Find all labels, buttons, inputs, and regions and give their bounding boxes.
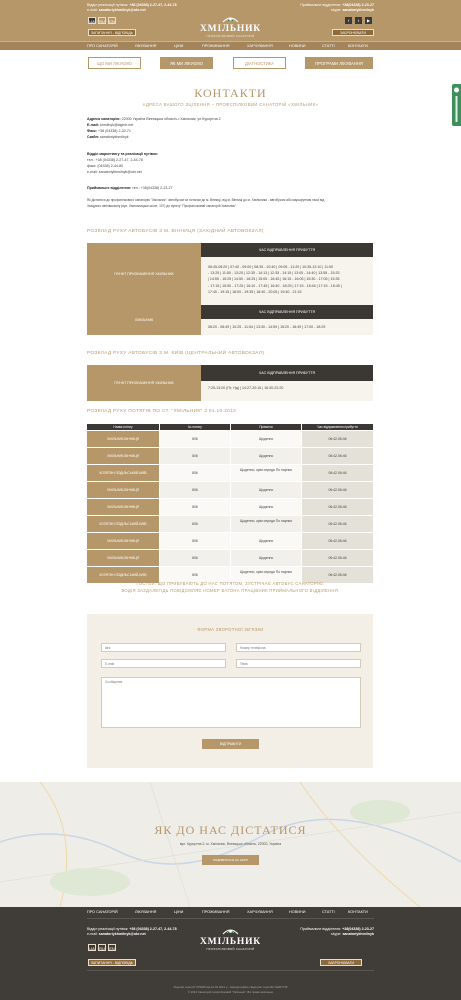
footer-lang-ua[interactable]: UA [89, 946, 95, 951]
footer-nav-contacts[interactable]: КОНТАКТИ [348, 910, 368, 914]
bus-vinnytsia-times: 06:45-08:20 | 07:40 - 09:00 | 08:35 - 10:40 | 09:05 - 11:20 | 10:35-12:10 | 11:50 - 13:25 | 11:50 - 13:25 | 12:35 - 14:13 | 12:35 - 14:15 | 13:05 - 14:40 | 13:55 - 15:33 | 14:55 - 15:25 | 14:50 - 16:25 | 15:05 - 16:45 | 16:15 - 16:05 | 15:30 - 17:05 | 15:35 - 17:15 | 15:50 - 17:25 | 16:10 - 17:45 | 16:40 - 18:25 | 17:15 - 18:45 | 17:15 - 18:45 | 17:40 - 19:15 | 18:00 - 19:35 | 18:40 - 20:05 | 19:40 - 21:15 [208, 265, 342, 294]
table-row [87, 465, 373, 482]
footer-nav-food[interactable]: ХАРЧУВАННЯ [247, 910, 273, 914]
table-row [87, 533, 373, 550]
address-line: Адреса санаторію: 22000 Україна Вінницька область г.Хмільник, ул.Курортна 2 [87, 117, 221, 121]
logo-subtitle: ПРОФСПІЛКОВИЙ САНАТОРІЙ [206, 34, 255, 38]
footer-logo-subtitle: ПРОФСПІЛКОВИЙ САНАТОРІЙ [206, 947, 255, 951]
header-sales-phone[interactable]: +38 (04338) 2-27-47, 2-44-78 [129, 3, 177, 7]
message-field[interactable]: Сообщение [101, 677, 361, 728]
train-note-cell: Щоденно, крім середи По парних [231, 567, 301, 583]
train-number-cell: 806 [160, 482, 230, 498]
train-time-cell: 06:42-06:46 [302, 567, 373, 583]
map-title: ЯК ДО НАС ДІСТАТИСЯ [154, 823, 307, 837]
table-row [87, 550, 373, 567]
footer-lang-ru[interactable]: RU [99, 946, 105, 951]
footer-skype-line: skype: sanatoriykhmilnyk [331, 932, 374, 936]
subject-field[interactable]: Тема [236, 659, 361, 668]
tab-diagnostics[interactable]: ДІАГНОСТИКА [233, 57, 286, 69]
contact-email-link[interactable]: khmilnyk@bigmir.net [99, 123, 134, 127]
table-row [87, 482, 373, 499]
footer-email-line: e-mail: sanatoriykhmilnyk@ukr.net [87, 932, 146, 936]
nav-item-food[interactable]: ХАРЧУВАННЯ [247, 44, 273, 48]
train-name-cell: ХМІЛЬНИК-ВІННИЦЯ [87, 482, 159, 498]
train-time-cell: 06:42-06:46 [302, 550, 373, 566]
header-skype-line: skype: sanatoriykhmilnyk [331, 8, 374, 12]
twitter-icon[interactable]: t [355, 17, 362, 24]
logo-text[interactable]: ХМІЛЬНИК [200, 24, 261, 34]
train-name-cell: ХМІЛЬНИК-ВІННИЦЯ [87, 499, 159, 515]
train-time-cell: 06:42-06:46 [302, 431, 373, 447]
footer-lang-en[interactable]: EN [109, 946, 115, 951]
train-time-cell: 06:42-06:46 [302, 482, 373, 498]
directions-text-1: Як дістатися до профспілкового санаторію "Хмільник": автобусом чи потягом до м. Вінниці, від м. Вінниці до м. Хмільника - автобусом або маршрутним таксі від [87, 198, 325, 202]
train-note-cell: Щоденно [231, 482, 301, 498]
reserve-button[interactable]: ЗАБРОНЮВАТИ [332, 29, 374, 36]
train-name-cell: ХМІЛЬНИК-ВІННИЦЯ [87, 448, 159, 464]
train-time-cell: 06:42-06:46 [302, 499, 373, 515]
train-name-cell: ХМІЛЬНИК-ВІННИЦЯ [87, 533, 159, 549]
view-on-map-button[interactable]: ПОДИВИТИСЯ НА КАРТІ [202, 855, 259, 865]
tab-how-we-treat[interactable]: ЯК МИ ЛІКУЄМО [160, 57, 213, 69]
train-note-cell: Щоденно [231, 431, 301, 447]
train-number-cell: 806 [160, 465, 230, 481]
bus-kyiv-dest-cell: ПУНКТ ПРИЗНАЧЕННЯ ХМІЛЬНИК [87, 365, 201, 401]
train-name-cell: КОЗЯТИН-ПОДІЛЬСЬКИЙ-КИЇВ [87, 567, 159, 583]
footer-sales-line: Відділ реалізації путівок: +38 (04338) 2-27-47, 2-44-78 [87, 927, 177, 931]
train-note-cell: Щоденно [231, 533, 301, 549]
header-email-line: e-mail: sanatoriykhmilnyk@ukr.net [87, 8, 146, 12]
bus-vinnytsia-header: ЧАС ВІДПРАВЛЕННЯ ПРИБУТТЯ [201, 243, 373, 257]
sales-email: e-mail: sanatoriykhmilnyk@ukr.net [87, 170, 142, 174]
footer-divider [87, 918, 374, 919]
notice-line-1: ГОСТЕЙ, ЩО ПРИБУВАЮТЬ ДО НАС ПОТЯГОМ, ЗУСТРІЧАЄ АВТОБУС САНАТОРІЮ. [136, 581, 325, 586]
train-time-cell: 06:42-06:46 [302, 448, 373, 464]
nav-item-news[interactable]: НОВИНИ [289, 44, 306, 48]
sales-title: Відділ маркетингу та реалізації путівок: [87, 152, 159, 156]
bus-vinnytsia-header-2: ЧАС ВІДПРАВЛЕННЯ ПРИБУТТЯ [201, 305, 373, 319]
facebook-icon[interactable]: f [345, 17, 352, 24]
footer-nav-prices[interactable]: ЦІНИ [174, 910, 184, 914]
train-col-note: Примітка [231, 424, 301, 430]
train-name-cell: ХМІЛЬНИК-ВІННИЦЯ [87, 550, 159, 566]
directions-text-2: Західного автовокзалу (вул. Хмельницьке шосе, 107) до пункту "Профспілковий санаторій Хмільник". [87, 204, 237, 208]
table-row [87, 516, 373, 533]
main-nav [0, 41, 461, 50]
reception-line: Приймальне відділення: тел.: +38(04338) 2-23-27 [87, 186, 173, 190]
notice-line-2: ВОДІЯ ЗАЗДАЛЕГІДЬ ПОВІДОМЛЯЄ НОМЕР ВАГОНА ПРАЦІВНИК ПРИЙМАЛЬНОГО ВІДДІЛЕННЯ. [121, 588, 340, 593]
bus-vinnytsia-times-2: 08:20 - 08:49 | 10:25 - 11:54 | 13:30 - 14:59 | 15:20 - 16:49 | 17:00 - 18:29 [208, 325, 326, 329]
nav-item-treatment[interactable]: ЛІКУВАННЯ [135, 44, 157, 48]
bus-kyiv-header: ЧАС ВІДПРАВЛЕННЯ ПРИБУТТЯ [201, 365, 373, 381]
train-col-name: Назва потягу [87, 424, 159, 430]
header-reception-line: Приймальне відділення: +38(04338) 2-23-27 [300, 3, 374, 7]
train-name-cell: ХМІЛЬНИК-ВІННИЦЯ [87, 431, 159, 447]
train-name-cell: КОЗЯТИН-ПОДІЛЬСЬКИЙ-КИЇВ [87, 465, 159, 481]
train-note-cell: Щоденно [231, 550, 301, 566]
footer-reception-line: Приймальне відділення: +38(04338) 2-23-27 [300, 927, 374, 931]
footer-nav-articles[interactable]: СТАТТІ [322, 910, 335, 914]
train-number-cell: 806 [160, 550, 230, 566]
train-number-cell: 806 [160, 516, 230, 532]
bus-vinnytsia-title: РОЗКЛАД РУХУ АВТОБУСІВ З М. ВІННИЦЯ (ЗАХІДНИЙ АВТОВОКЗАЛ) [87, 229, 264, 234]
footer-license: Ліцензія серія АГ 579096 від 10.02.2012 р., Акредитаційне свідоцтво серія ЯН №007735 [173, 985, 288, 989]
sales-tel: тел.: +38 (04338) 2-27-47, 2-44-78 [87, 158, 143, 162]
trains-title: РОЗКЛАД РУХУ ПОТЯГІВ ПО СТ. "ХМІЛЬНИК" З 01.10.2013 [87, 409, 236, 414]
train-note-cell: Щоденно, крім середи По парних [231, 516, 301, 532]
bus-kyiv-times: 7:25-13:20 (Пт, Нд) | 14:27-20:16 | 16:30-22:20 [208, 386, 284, 390]
train-note-cell: Щоденно [231, 448, 301, 464]
bus-vinnytsia-dest-cell-2: ХМІЛЬНИК [87, 305, 201, 335]
nav-item-prices[interactable]: ЦІНИ [174, 44, 184, 48]
fax-line: Факс: +38 (04338) 2-32-71 [87, 129, 131, 133]
tab-treatment-programs[interactable]: ПРОГРАМИ ЛІКУВАННЯ [305, 57, 373, 69]
phone-field[interactable]: Номер телефона [236, 643, 361, 652]
train-time-cell: 06:42-06:46 [302, 533, 373, 549]
lang-ru[interactable]: RU [99, 19, 105, 24]
train-time-cell: 06:42-06:46 [302, 465, 373, 481]
train-number-cell: 806 [160, 533, 230, 549]
question-answer-button[interactable]: ЗАПИТАННЯ - ВІДПОВІДЬ [88, 29, 136, 36]
train-col-number: № потягу [160, 424, 230, 430]
email-field[interactable]: E-mail [101, 659, 226, 668]
page-title: КОНТАКТИ [194, 86, 267, 100]
footer-nav-news[interactable]: НОВИНИ [289, 910, 306, 914]
table-row [87, 431, 373, 448]
train-name-cell: КОЗЯТИН-ПОДІЛЬСЬКИЙ-КИЇВ [87, 516, 159, 532]
nav-item-accommodation[interactable]: ПРОЖИВАННЯ [202, 44, 230, 48]
tab-what-we-treat[interactable]: ЩО МИ ЛІКУЄМО [88, 57, 141, 69]
footer-question-answer-button[interactable]: ЗАПИТАННЯ - ВІДПОВІДЬ [88, 959, 136, 966]
header-reception-phone[interactable]: +38(04338) 2-23-27 [342, 3, 374, 7]
skype-line: Скайп: sanatoriykhmilnyk [87, 135, 129, 139]
bus-kyiv-title: РОЗКЛАД РУХУ АВТОБУСІВ З М. КИЇВ (ЦЕНТРАЛЬНИЙ АВТОВОКЗАЛ) [87, 351, 265, 356]
train-note-cell: Щоденно [231, 499, 301, 515]
email-line: E-mail: khmilnyk@bigmir.net [87, 123, 134, 127]
footer-copyright: © 2013 Санаторій профспілковий "Хмільник". Всі права захищено [187, 990, 274, 994]
header-skype-link[interactable]: sanatoriykhmilnyk [342, 8, 374, 12]
submit-button[interactable]: ВІДПРАВИТИ [202, 739, 259, 749]
train-number-cell: 806 [160, 448, 230, 464]
form-title: ФОРМА ЗВОРОТНОЇ ЗВ'ЯЗКИ [197, 627, 264, 632]
youtube-icon[interactable]: ▶ [366, 18, 371, 23]
map-section[interactable] [0, 782, 461, 907]
map-address: вул. Курортна 2, м. Хмільник, Вінницька область, 22000, Україна [179, 842, 282, 846]
nav-item-articles[interactable]: СТАТТІ [322, 44, 335, 48]
footer-logo-text[interactable]: ХМІЛЬНИК [200, 937, 261, 947]
lang-en[interactable]: EN [109, 19, 115, 24]
train-number-cell: 806 [160, 431, 230, 447]
logo-hop-icon [222, 13, 239, 24]
train-number-cell: 806 [160, 567, 230, 583]
bus-vinnytsia-dest-cell: ПУНКТ ПРИЗНАЧЕННЯ ХМІЛЬНИК [87, 243, 201, 305]
lang-ua[interactable]: UA [89, 19, 95, 24]
table-row [87, 499, 373, 516]
footer-divider-2 [87, 970, 374, 971]
nav-item-about[interactable]: ПРО САНАТОРІЙ [87, 44, 118, 48]
nav-item-contacts[interactable]: КОНТАКТИ [348, 44, 368, 48]
name-field[interactable]: Ім'я [101, 643, 226, 652]
header-sales-line: Відділ реалізації путівок: +38 (04338) 2-27-47, 2-44-78 [87, 3, 177, 7]
train-time-cell: 06:42-06:46 [302, 516, 373, 532]
footer-nav-treatment[interactable]: ЛІКУВАННЯ [135, 910, 157, 914]
footer-logo-hop-icon [222, 925, 239, 936]
footer-nav-about[interactable]: ПРО САНАТОРІЙ [87, 910, 118, 914]
train-number-cell: 806 [160, 499, 230, 515]
table-row [87, 448, 373, 465]
footer-reserve-button[interactable]: ЗАБРОНЮВАТИ [320, 959, 362, 966]
train-col-time: Час відправлення прибуття [302, 424, 373, 430]
footer-nav-accommodation[interactable]: ПРОЖИВАННЯ [202, 910, 230, 914]
header-email-link[interactable]: sanatoriykhmilnyk@ukr.net [98, 8, 146, 12]
train-note-cell: Щоденно, крім середи По парних [231, 465, 301, 481]
site-footer [0, 907, 461, 1000]
page-subtitle: АДРЕСА ВАШОГО ЗЦІЛЕННЯ – ПРОФСПІЛКОВИЙ САНАТОРІЙ «ХМІЛЬНИК» [142, 102, 319, 107]
sales-fax: факс: (04338) 2-44-80 [87, 164, 124, 168]
